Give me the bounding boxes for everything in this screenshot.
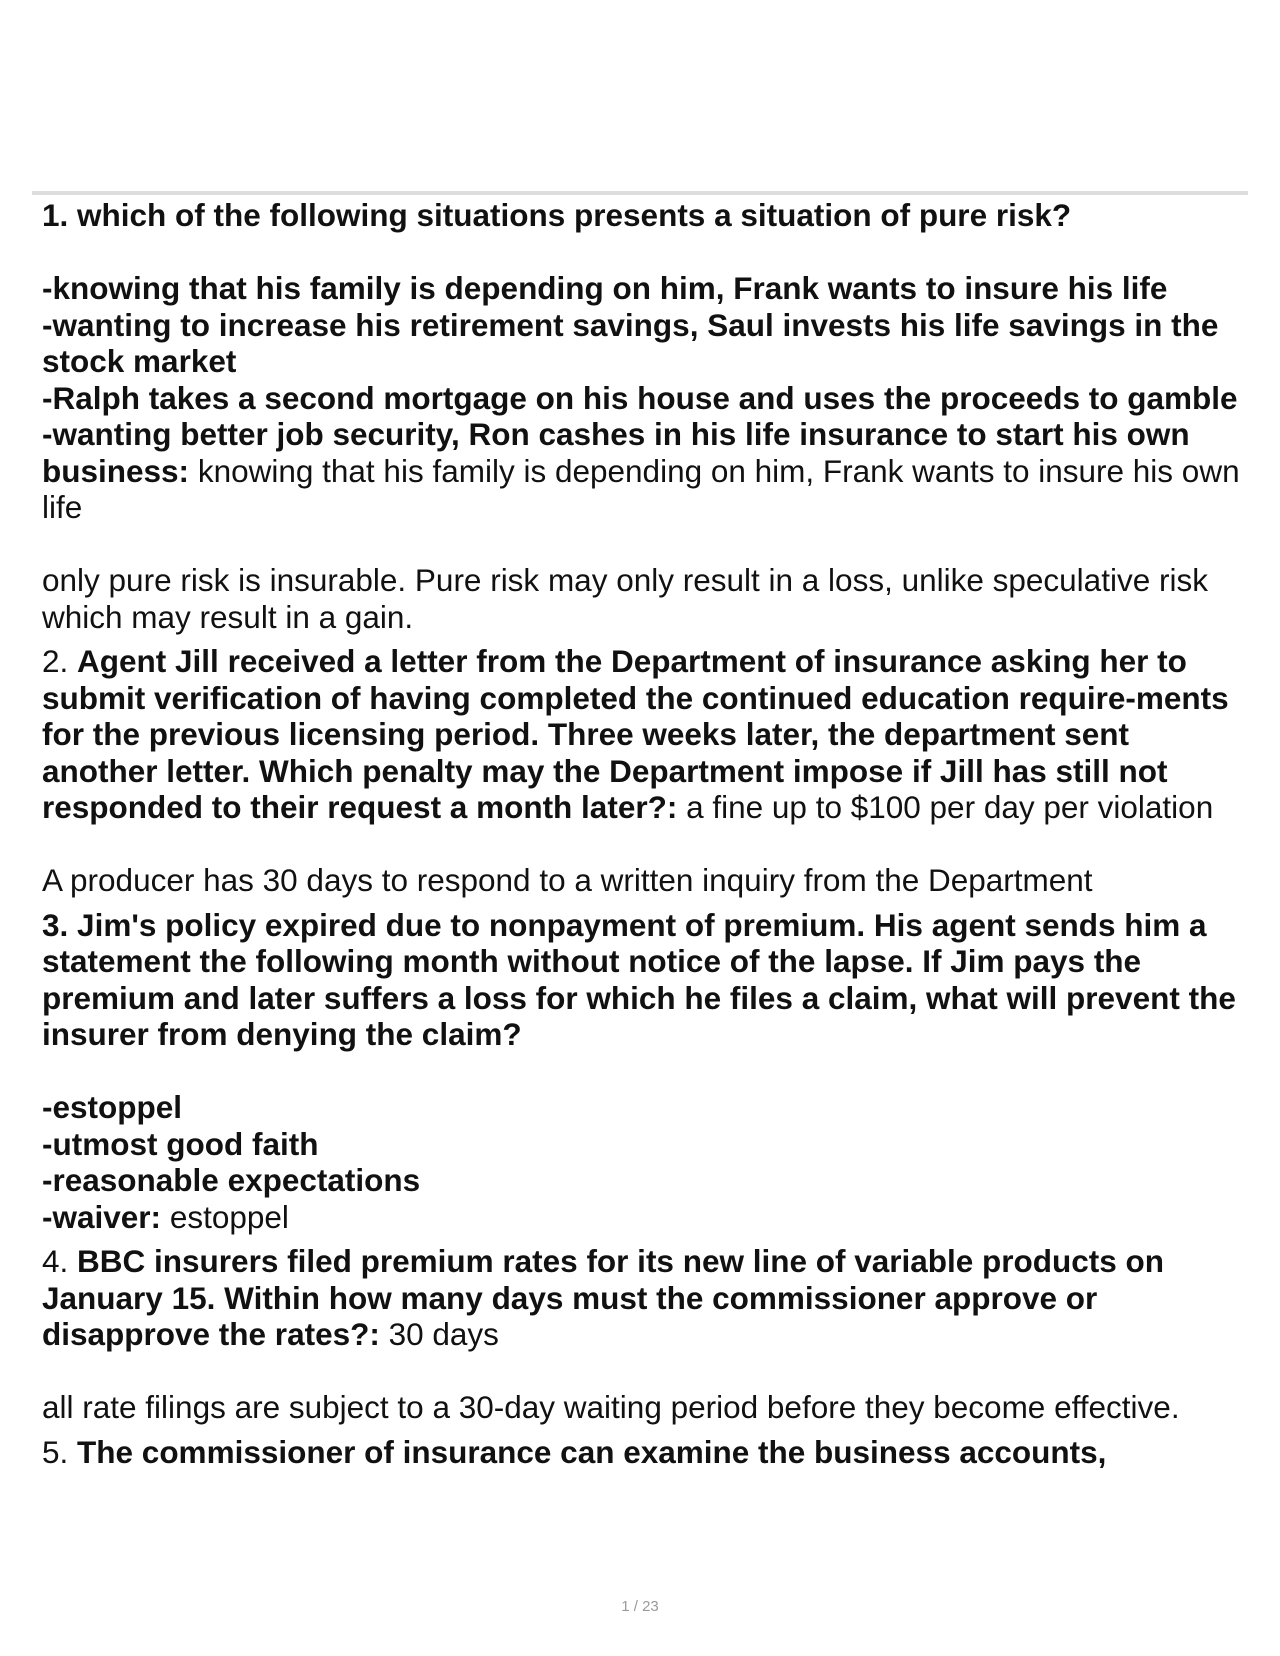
- question-1-stem: [42, 197, 1248, 234]
- question-1-number: 1.: [42, 197, 69, 233]
- question-2-answer: a fine up to $100 per day per violation: [686, 789, 1214, 825]
- question-4-text: BBC insurers filed premium rates for its new line of variable products on January 15. Within how many days must the commissioner approve or disapprove the rates?:: [42, 1243, 1165, 1352]
- question-5-text: The commissioner of insurance can examine the business accounts,: [77, 1433, 1107, 1470]
- question-5: [42, 1434, 1248, 1471]
- question-5-number: 5.: [42, 1433, 69, 1470]
- question-3-answer: estoppel: [169, 1198, 289, 1235]
- top-divider: [32, 191, 1248, 195]
- page-number: 1 / 23: [621, 1598, 659, 1615]
- spacer: [42, 1353, 1248, 1390]
- question-4-number: 4.: [42, 1243, 69, 1279]
- question-1: [42, 197, 1248, 635]
- question-2: [42, 643, 1248, 899]
- question-3-stem: [42, 907, 1248, 1053]
- question-2-text: Agent Jill received a letter from the Department of insurance asking her to submit verification of having completed the continued education require-ments for the previous licensing period. Three weeks later, the department sent another letter. Which penalty may the Department impose if Jill has still not responded to their request a month later?:: [42, 643, 1229, 825]
- question-1-option-1: -knowing that his family is depending on him, Frank wants to insure his life: [42, 270, 1168, 306]
- question-1-text: which of the following situations presents a situation of pure risk?: [77, 197, 1072, 233]
- question-4-explanation: all rate filings are subject to a 30-day waiting period before they become effective.: [42, 1389, 1180, 1425]
- question-4-answer: 30 days: [388, 1316, 499, 1352]
- spacer: [42, 1053, 1248, 1090]
- question-1-explanation: only pure risk is insurable. Pure risk may only result in a loss, unlike speculative risk which may result in a gain.: [42, 562, 1208, 635]
- question-5-stem: [42, 1434, 1248, 1471]
- question-2-explanation: A producer has 30 days to respond to a written inquiry from the Department: [42, 862, 1093, 898]
- study-guide-content: [42, 197, 1248, 1478]
- question-1-option-4: -wanting better job security, Ron cashes in his life insurance to start his own business: knowing that his family is depending on him, Frank wants to insure his own life: [42, 416, 1240, 525]
- question-3-text: Jim's policy expired due to nonpayment of premium. His agent sends him a statement the following month without notice of the lapse. If Jim pays the premium and later suffers a loss for which he files a claim, what will prevent the insurer from denying the claim?: [42, 906, 1236, 1052]
- question-3-option-3: -reasonable expectations: [42, 1162, 421, 1198]
- question-2-stem: [42, 643, 1248, 826]
- question-3: [42, 907, 1248, 1236]
- question-4: [42, 1243, 1248, 1426]
- question-3-option-1: -estoppel: [42, 1089, 183, 1125]
- question-4-stem: [42, 1243, 1248, 1353]
- question-1-option-3: -Ralph takes a second mortgage on his house and uses the proceeds to gamble: [42, 379, 1238, 416]
- question-3-option-2: -utmost good faith: [42, 1125, 319, 1162]
- question-1-option-2: -wanting to increase his retirement savings, Saul invests his life savings in the stock market: [42, 306, 1219, 379]
- question-2-number: 2.: [42, 643, 69, 679]
- spacer: [42, 826, 1248, 863]
- question-3-option-4: -waiver: estoppel: [42, 1198, 289, 1235]
- spacer: [42, 526, 1248, 563]
- question-3-number: 3.: [42, 906, 69, 943]
- question-1-answer: knowing that his family is depending on him, Frank wants to insure his own life: [42, 452, 1240, 525]
- spacer: [42, 234, 1248, 271]
